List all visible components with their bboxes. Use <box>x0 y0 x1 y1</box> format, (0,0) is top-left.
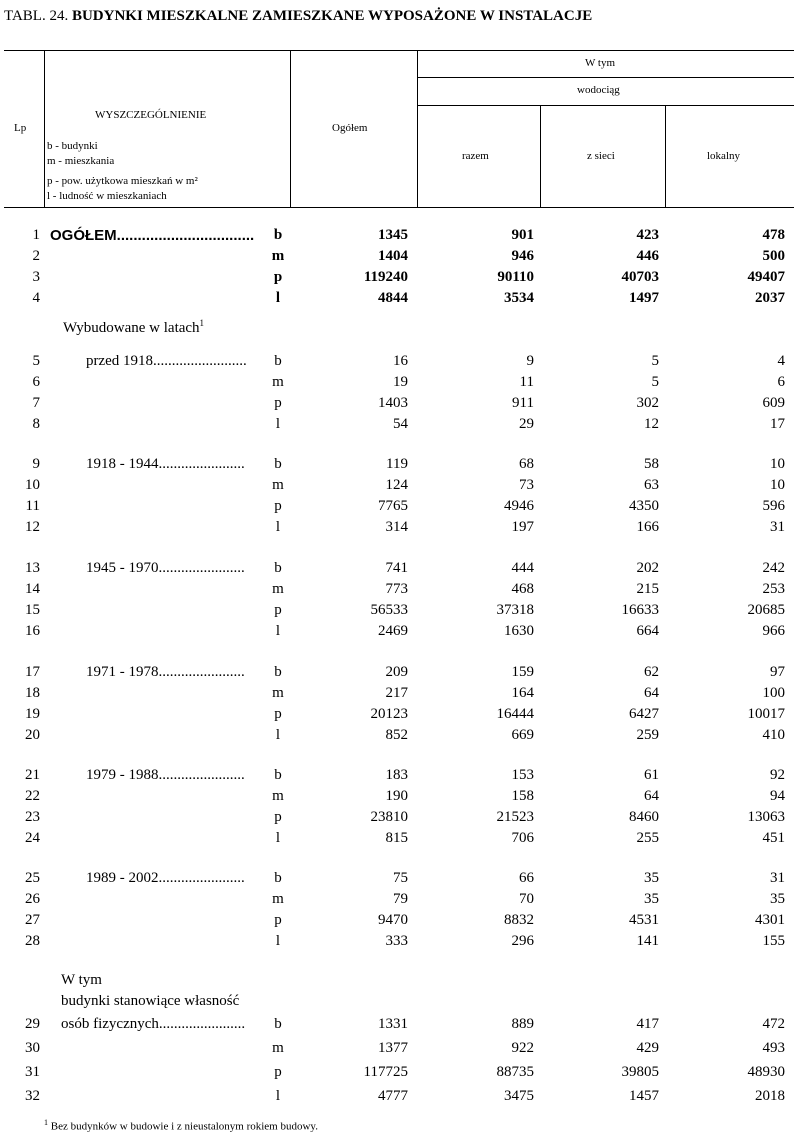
cell-razem: 21523 <box>496 809 534 825</box>
cell-z-sieci: 58 <box>644 456 659 472</box>
row-code: b <box>274 560 282 576</box>
row-code: m <box>272 374 284 390</box>
table-row <box>0 623 800 644</box>
row-lp: 18 <box>25 685 40 701</box>
cell-ogolem: 815 <box>385 830 408 846</box>
table-row <box>0 519 800 540</box>
cell-razem: 669 <box>511 727 534 743</box>
cell-ogolem: 1331 <box>378 1016 408 1032</box>
cell-razem: 3534 <box>504 290 534 306</box>
cell-lokalny: 493 <box>762 1040 785 1056</box>
cell-z-sieci: 4531 <box>629 912 659 928</box>
row-code: p <box>273 269 283 285</box>
row-code: p <box>274 395 282 411</box>
row-label: osób fizycznych....................... <box>61 1016 246 1032</box>
table-row <box>0 416 800 437</box>
cell-razem: 296 <box>511 933 534 949</box>
table-row <box>0 374 800 395</box>
table-row <box>0 767 800 788</box>
table-row <box>0 581 800 602</box>
table-row <box>0 912 800 933</box>
row-lp: 21 <box>25 767 40 783</box>
cell-z-sieci: 141 <box>636 933 659 949</box>
row-lp: 31 <box>25 1064 40 1080</box>
header-wodociag: wodociąg <box>577 84 620 96</box>
cell-razem: 37318 <box>496 602 534 618</box>
cell-z-sieci: 16633 <box>621 602 659 618</box>
table-row <box>0 227 800 248</box>
legend-item-m: m - mieszkania <box>47 155 115 167</box>
cell-lokalny: 410 <box>762 727 785 743</box>
cell-lokalny: 4301 <box>755 912 785 928</box>
row-lp: 28 <box>25 933 40 949</box>
cell-lokalny: 472 <box>762 1016 785 1032</box>
cell-z-sieci: 5 <box>651 374 659 390</box>
row-lp: 14 <box>25 581 40 597</box>
row-code: b <box>274 456 282 472</box>
cell-ogolem: 7765 <box>378 498 408 514</box>
row-code: l <box>275 933 281 949</box>
table-row <box>0 602 800 623</box>
row-code: m <box>272 685 284 701</box>
cell-z-sieci: 61 <box>644 767 659 783</box>
cell-razem: 29 <box>519 416 534 432</box>
header-divider-ogolem <box>417 50 418 208</box>
row-code: l <box>275 623 281 639</box>
cell-ogolem: 119240 <box>363 269 408 285</box>
table-row <box>0 1040 800 1061</box>
row-lp: 20 <box>25 727 40 743</box>
header-divider-lp <box>44 50 45 208</box>
section-wybudowane-sup: 1 <box>199 318 205 328</box>
legend-item-b: b - budynki <box>47 140 98 152</box>
cell-razem: 68 <box>519 456 534 472</box>
cell-ogolem: 54 <box>393 416 408 432</box>
cell-ogolem: 16 <box>393 353 408 369</box>
cell-z-sieci: 664 <box>636 623 659 639</box>
footnote <box>44 1118 318 1133</box>
cell-z-sieci: 1457 <box>629 1088 659 1104</box>
row-code: b <box>274 870 282 886</box>
row-code: m <box>272 477 284 493</box>
row-code: p <box>274 1064 282 1080</box>
table-title <box>4 8 592 25</box>
cell-lokalny: 2018 <box>755 1088 785 1104</box>
row-lp: 8 <box>32 416 40 432</box>
row-code: m <box>272 891 284 907</box>
header-top-rule <box>4 50 794 51</box>
section-w-tym-line1: W tym <box>61 972 102 988</box>
cell-razem: 90110 <box>497 269 534 285</box>
cell-lokalny: 596 <box>762 498 785 514</box>
row-lp: 9 <box>32 456 40 472</box>
row-code: b <box>274 664 282 680</box>
section-wybudowane-text: Wybudowane w latach <box>63 320 200 336</box>
row-code: p <box>274 809 282 825</box>
cell-razem: 3475 <box>504 1088 534 1104</box>
table-row <box>0 395 800 416</box>
table-row <box>0 269 800 290</box>
cell-lokalny: 31 <box>770 870 785 886</box>
row-lp: 29 <box>25 1016 40 1032</box>
cell-ogolem: 75 <box>393 870 408 886</box>
cell-ogolem: 333 <box>385 933 408 949</box>
cell-razem: 901 <box>511 227 534 243</box>
row-label: 1918 - 1944....................... <box>86 456 245 472</box>
section-w-tym-line2: budynki stanowiące własność <box>61 993 240 1009</box>
cell-ogolem: 4777 <box>378 1088 408 1104</box>
row-code: p <box>274 602 282 618</box>
row-code: b <box>274 353 282 369</box>
cell-z-sieci: 40703 <box>621 269 659 285</box>
cell-ogolem: 1345 <box>378 227 408 243</box>
cell-lokalny: 609 <box>762 395 785 411</box>
table-row <box>0 891 800 912</box>
row-lp: 22 <box>25 788 40 804</box>
cell-z-sieci: 215 <box>636 581 659 597</box>
row-code: l <box>275 416 281 432</box>
header-divider-desc <box>290 50 291 208</box>
table-row <box>0 456 800 477</box>
cell-lokalny: 100 <box>762 685 785 701</box>
cell-lokalny: 500 <box>762 248 785 264</box>
header-z-sieci: z sieci <box>587 150 615 162</box>
cell-z-sieci: 64 <box>644 788 659 804</box>
cell-ogolem: 217 <box>385 685 408 701</box>
cell-z-sieci: 35 <box>644 870 659 886</box>
row-lp: 16 <box>25 623 40 639</box>
row-lp: 24 <box>25 830 40 846</box>
cell-z-sieci: 417 <box>636 1016 659 1032</box>
cell-lokalny: 6 <box>777 374 785 390</box>
header-wodociag-rule <box>417 105 794 106</box>
cell-razem: 197 <box>511 519 534 535</box>
cell-ogolem: 1377 <box>378 1040 408 1056</box>
cell-lokalny: 31 <box>770 519 785 535</box>
table-row <box>0 498 800 519</box>
table-row <box>0 290 800 311</box>
cell-z-sieci: 5 <box>651 353 659 369</box>
row-lp: 15 <box>25 602 40 618</box>
cell-razem: 706 <box>511 830 534 846</box>
cell-z-sieci: 429 <box>636 1040 659 1056</box>
table-row <box>0 933 800 954</box>
cell-lokalny: 10 <box>770 477 785 493</box>
row-lp: 25 <box>25 870 40 886</box>
row-lp: 19 <box>25 706 40 722</box>
cell-razem: 9 <box>526 353 534 369</box>
row-lp: 12 <box>25 519 40 535</box>
cell-lokalny: 451 <box>762 830 785 846</box>
cell-razem: 468 <box>511 581 534 597</box>
row-lp: 23 <box>25 809 40 825</box>
cell-ogolem: 209 <box>385 664 408 680</box>
cell-z-sieci: 423 <box>636 227 659 243</box>
cell-lokalny: 155 <box>762 933 785 949</box>
cell-razem: 88735 <box>496 1064 534 1080</box>
row-code: b <box>274 767 282 783</box>
cell-lokalny: 966 <box>762 623 785 639</box>
row-lp: 1 <box>32 227 40 243</box>
cell-lokalny: 253 <box>762 581 785 597</box>
header-bottom-rule <box>4 207 794 208</box>
row-label: przed 1918......................... <box>86 353 247 369</box>
cell-ogolem: 23810 <box>370 809 408 825</box>
cell-lokalny: 2037 <box>755 290 785 306</box>
row-lp: 4 <box>32 290 40 306</box>
cell-ogolem: 119 <box>386 456 408 472</box>
header-ogolem: Ogółem <box>332 122 368 134</box>
row-lp: 27 <box>25 912 40 928</box>
cell-razem: 153 <box>511 767 534 783</box>
cell-z-sieci: 8460 <box>629 809 659 825</box>
cell-lokalny: 17 <box>770 416 785 432</box>
cell-ogolem: 19 <box>393 374 408 390</box>
table-row <box>0 1016 800 1037</box>
table-row <box>0 809 800 830</box>
footnote-text: Bez budynków w budowie i z nieustalonym rokiem budowy. <box>48 1120 318 1133</box>
table-row <box>0 788 800 809</box>
cell-z-sieci: 259 <box>636 727 659 743</box>
section-wybudowane <box>63 318 204 337</box>
row-label: 1971 - 1978....................... <box>86 664 245 680</box>
cell-z-sieci: 302 <box>636 395 659 411</box>
header-lp: Lp <box>14 122 27 134</box>
cell-ogolem: 190 <box>385 788 408 804</box>
cell-z-sieci: 62 <box>644 664 659 680</box>
cell-ogolem: 79 <box>393 891 408 907</box>
cell-razem: 946 <box>511 248 534 264</box>
cell-lokalny: 478 <box>762 227 785 243</box>
cell-razem: 11 <box>519 374 534 390</box>
cell-ogolem: 1404 <box>378 248 408 264</box>
cell-ogolem: 124 <box>385 477 408 493</box>
table-row <box>0 353 800 374</box>
cell-lokalny: 10 <box>770 456 785 472</box>
table-row <box>0 248 800 269</box>
row-lp: 17 <box>25 664 40 680</box>
cell-ogolem: 852 <box>385 727 408 743</box>
cell-lokalny: 242 <box>762 560 785 576</box>
table-row <box>0 830 800 851</box>
cell-ogolem: 773 <box>385 581 408 597</box>
header-razem: razem <box>462 150 489 162</box>
table-title-text: BUDYNKI MIESZKALNE ZAMIESZKANE WYPOSAŻONE W INSTALACJE <box>71 8 593 24</box>
row-label: 1979 - 1988....................... <box>86 767 245 783</box>
row-code: p <box>274 498 282 514</box>
cell-z-sieci: 1497 <box>629 290 659 306</box>
row-lp: 3 <box>32 269 40 285</box>
header-lokalny: lokalny <box>707 150 740 162</box>
row-lp: 13 <box>25 560 40 576</box>
cell-z-sieci: 202 <box>636 560 659 576</box>
row-code: m <box>272 581 284 597</box>
cell-lokalny: 92 <box>770 767 785 783</box>
table-row <box>0 664 800 685</box>
header-divider-zsieci <box>665 105 666 208</box>
table-row <box>0 560 800 581</box>
cell-lokalny: 20685 <box>747 602 785 618</box>
row-lp: 7 <box>32 395 40 411</box>
cell-z-sieci: 255 <box>636 830 659 846</box>
cell-razem: 158 <box>511 788 534 804</box>
header-wyszczegolnienie: WYSZCZEGÓLNIENIE <box>95 109 207 121</box>
row-code: p <box>274 912 282 928</box>
table-row <box>0 1064 800 1085</box>
row-label: OGÓŁEM................................. <box>50 227 255 244</box>
cell-ogolem: 4844 <box>378 290 408 306</box>
row-lp: 32 <box>25 1088 40 1104</box>
cell-razem: 16444 <box>496 706 534 722</box>
cell-z-sieci: 64 <box>644 685 659 701</box>
cell-lokalny: 97 <box>770 664 785 680</box>
cell-razem: 922 <box>511 1040 534 1056</box>
legend-item-p: p - pow. użytkowa mieszkań w m² <box>47 175 198 187</box>
row-lp: 6 <box>32 374 40 390</box>
cell-lokalny: 49407 <box>747 269 785 285</box>
cell-z-sieci: 166 <box>636 519 659 535</box>
cell-lokalny: 10017 <box>747 706 785 722</box>
header-divider-razem <box>540 105 541 208</box>
cell-ogolem: 741 <box>385 560 408 576</box>
cell-razem: 1630 <box>504 623 534 639</box>
cell-razem: 8832 <box>504 912 534 928</box>
row-code: m <box>272 1040 284 1056</box>
cell-lokalny: 4 <box>777 353 785 369</box>
cell-z-sieci: 39805 <box>621 1064 659 1080</box>
table-row <box>0 477 800 498</box>
row-code: l <box>275 830 281 846</box>
cell-ogolem: 9470 <box>378 912 408 928</box>
cell-ogolem: 56533 <box>370 602 408 618</box>
cell-razem: 889 <box>511 1016 534 1032</box>
row-code: b <box>273 227 283 243</box>
cell-z-sieci: 12 <box>644 416 659 432</box>
cell-z-sieci: 35 <box>644 891 659 907</box>
row-code: l <box>275 290 281 306</box>
header-w-tym: W tym <box>585 57 616 69</box>
cell-lokalny: 13063 <box>747 809 785 825</box>
cell-razem: 911 <box>512 395 534 411</box>
cell-z-sieci: 63 <box>644 477 659 493</box>
cell-ogolem: 2469 <box>378 623 408 639</box>
row-lp: 2 <box>32 248 40 264</box>
table-row <box>0 1088 800 1109</box>
row-code: p <box>274 706 282 722</box>
row-lp: 10 <box>25 477 40 493</box>
cell-razem: 73 <box>519 477 534 493</box>
row-code: m <box>272 788 284 804</box>
cell-lokalny: 35 <box>770 891 785 907</box>
table-number: TABL. 24. <box>4 8 69 24</box>
row-lp: 11 <box>25 498 40 514</box>
table-row <box>0 727 800 748</box>
header-wtym-rule <box>417 77 794 78</box>
cell-razem: 164 <box>511 685 534 701</box>
row-label: 1989 - 2002....................... <box>86 870 245 886</box>
legend-item-l: l - ludność w mieszkaniach <box>47 190 167 202</box>
row-lp: 26 <box>25 891 40 907</box>
cell-ogolem: 314 <box>385 519 408 535</box>
row-code: m <box>271 248 285 264</box>
row-label: 1945 - 1970....................... <box>86 560 245 576</box>
table-row <box>0 870 800 891</box>
cell-lokalny: 94 <box>770 788 785 804</box>
cell-z-sieci: 4350 <box>629 498 659 514</box>
cell-ogolem: 117725 <box>363 1064 408 1080</box>
row-lp: 5 <box>32 353 40 369</box>
cell-razem: 159 <box>511 664 534 680</box>
row-code: l <box>275 1088 281 1104</box>
footnote-sup: 1 <box>44 1118 48 1127</box>
cell-razem: 4946 <box>504 498 534 514</box>
cell-razem: 66 <box>519 870 534 886</box>
table-row <box>0 685 800 706</box>
row-code: b <box>274 1016 282 1032</box>
cell-z-sieci: 446 <box>636 248 659 264</box>
cell-razem: 444 <box>511 560 534 576</box>
cell-ogolem: 1403 <box>378 395 408 411</box>
row-lp: 30 <box>25 1040 40 1056</box>
cell-z-sieci: 6427 <box>629 706 659 722</box>
cell-lokalny: 48930 <box>747 1064 785 1080</box>
table-row <box>0 706 800 727</box>
cell-razem: 70 <box>519 891 534 907</box>
row-code: l <box>275 727 281 743</box>
row-code: l <box>275 519 281 535</box>
cell-ogolem: 183 <box>385 767 408 783</box>
cell-ogolem: 20123 <box>370 706 408 722</box>
